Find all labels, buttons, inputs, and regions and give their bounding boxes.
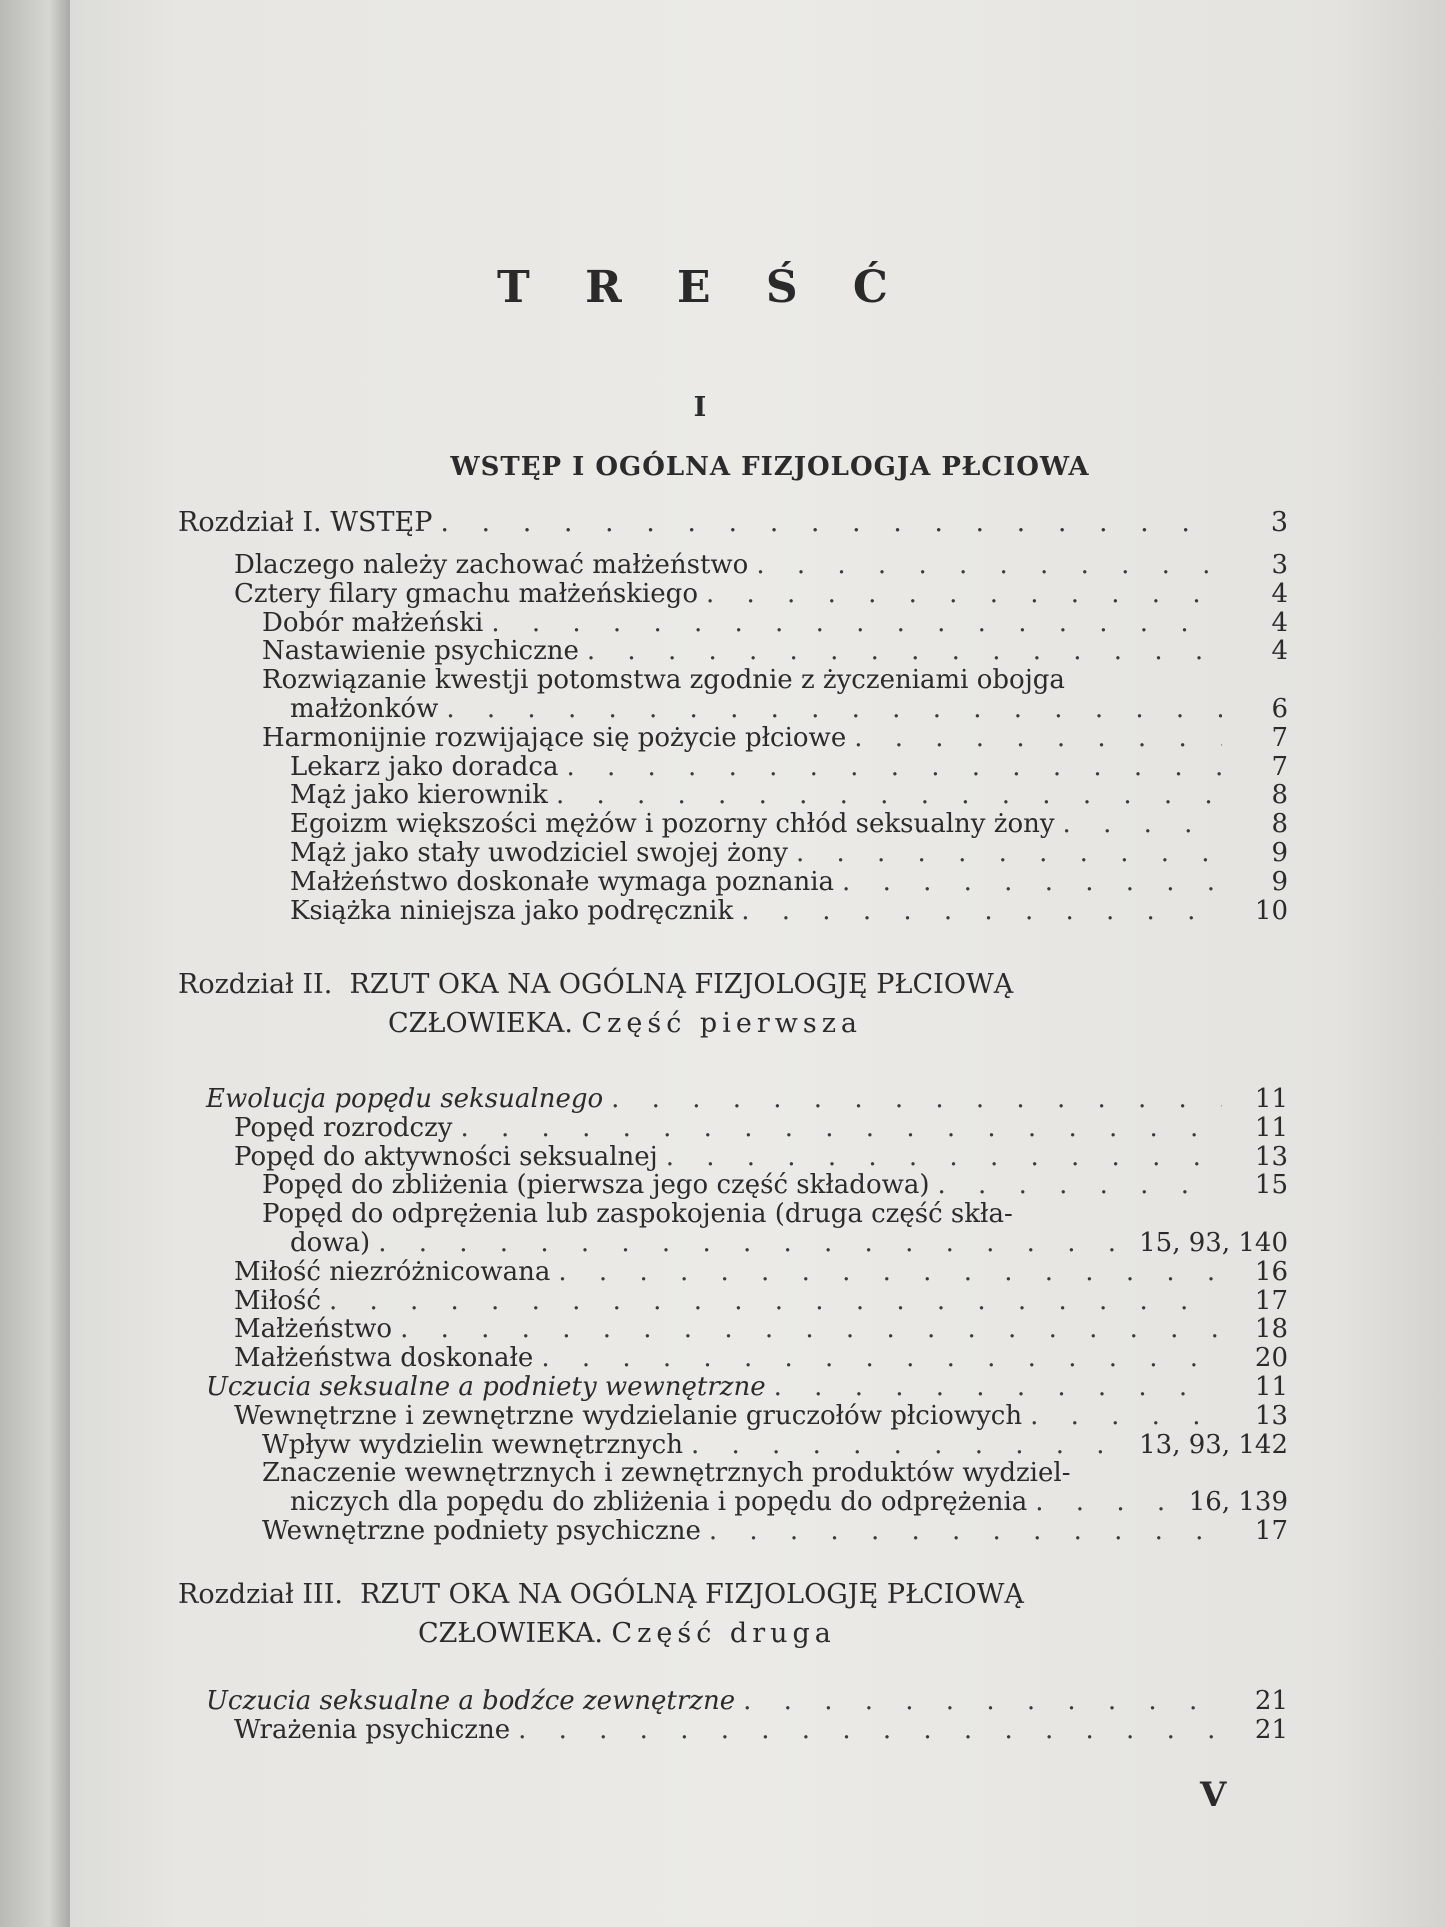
toc-entry [178,1200,1288,1229]
chapter-2-subtitle: Część pierwsza [581,1008,863,1039]
leader-dots [558,753,1222,782]
toc-entry [178,839,1288,868]
toc-entry-page: 15 [1254,1170,1288,1201]
toc-entry-page: 10 [1254,895,1288,926]
leader-dots [550,1258,1222,1287]
toc-entry-text: Ewolucja popędu seksualnego [206,1084,604,1114]
leader-dots [548,781,1222,810]
toc-entry-page: 17 [1254,1515,1288,1546]
toc-entry-text: Wewnętrzne podniety psychiczne [262,1515,701,1546]
toc-entry [178,1315,1288,1344]
toc-entry-text: Dobór małżeński [262,607,484,638]
toc-entry-text: Książka niniejsza jako podręcznik [290,895,734,926]
toc-entry-text: małżonków [290,693,439,724]
toc-entry-page: 4 [1271,578,1288,609]
leader-dots [788,839,1222,868]
toc-entry [178,1287,1288,1316]
toc-entry [178,1143,1288,1172]
toc-entry-text: Małżeństwo doskonałe wymaga poznania [290,866,835,897]
toc-entry-text: Uczucia seksualne a bodźce zewnętrzne [206,1686,736,1716]
toc-entry-continuation [178,1488,1288,1517]
leader-dots [658,1143,1222,1172]
toc-entry-text: Małżeństwa doskonałe [234,1343,534,1374]
toc-entry-page: 16, 139 [1188,1487,1288,1518]
toc-entry [178,810,1288,839]
chapter-3-title: RZUT OKA NA OGÓLNĄ FIZJOLOGJĘ PŁCIOWĄ [360,1579,1024,1610]
toc-entry-page: 21 [1254,1686,1288,1716]
page-number: V [1200,1775,1227,1815]
chapter-2-label: Rozdział II. [178,969,333,1000]
toc-entry-continuation [178,695,1288,724]
chapter-1-heading [178,505,1288,541]
leader-dots [533,1344,1222,1373]
toc-entry-text: Egoizm większości mężów i pozorny chłód seksualny żony [290,809,1055,840]
toc-entry [178,868,1288,897]
toc-entry-page: 9 [1271,837,1288,868]
toc-entry [178,724,1288,753]
leader-dots [603,1085,1222,1114]
toc-entry-page: 13, 93, 142 [1139,1429,1288,1460]
chapter-1-title: WSTĘP [330,507,433,538]
leader-dots [733,897,1222,926]
toc-entry [178,637,1288,666]
toc-entry [178,753,1288,782]
leader-dots [683,1431,1133,1460]
toc-entry-text: Małżeństwo [234,1314,393,1345]
toc-entry-page: 8 [1271,809,1288,840]
toc-entry-page: 15, 93, 140 [1139,1227,1288,1258]
toc-entry-text: Nastawienie psychiczne [262,636,579,667]
toc-entry [178,1716,1288,1745]
toc-entry [178,1114,1288,1143]
book-page [70,0,1445,1927]
toc-entry-page: 17 [1254,1285,1288,1316]
toc-entry-page: 4 [1271,607,1288,638]
toc-entry [178,781,1288,810]
toc-entry [178,1258,1288,1287]
toc-entry-text: Cztery filary gmachu małżeńskiego [234,578,698,609]
toc-entry-text: Wrażenia psychiczne [234,1714,511,1745]
toc-entry [178,551,1288,580]
toc-section [178,1687,1288,1716]
toc-entry-page: 7 [1271,751,1288,782]
toc-entry-text [178,505,432,541]
toc-entry-text: Uczucia seksualne a podniety wewnętrzne [206,1371,766,1402]
chapter-3-title-line2: CZŁOWIEKA. [418,1618,603,1649]
leader-dots [1055,810,1222,839]
toc-entry-continuation [178,1229,1288,1258]
chapter-3-subtitle: Część druga [611,1618,836,1649]
toc-entry [178,1344,1288,1373]
toc-entry-text: dowa) [290,1227,371,1258]
chapter-3 [178,1575,1288,1745]
toc-entry-text: Mąż jako stały uwodziciel swojej żony [290,837,788,868]
toc-entry-text: Popęd rozrodczy [234,1112,453,1143]
leader-dots [438,695,1222,724]
leader-dots [846,724,1222,753]
toc-entry-page: 13 [1254,1400,1288,1431]
leader-dots [766,1373,1222,1402]
toc-entry [178,580,1288,609]
leader-dots [392,1315,1222,1344]
toc-entry-page: 20 [1254,1343,1288,1374]
leader-dots [834,868,1222,897]
toc-entry-page: 13 [1254,1141,1288,1172]
toc-entry-text: Popęd do odprężenia lub zaspokojenia (druga część skła- [262,1199,1013,1230]
chapter-1 [178,505,1288,925]
toc-entry-text: Dlaczego należy zachować małżeństwo [234,550,749,580]
part-number: I [693,392,707,423]
toc-entry [178,609,1288,638]
leader-dots [1027,1488,1182,1517]
chapter-1-page: 3 [1270,507,1288,538]
page-title: T R E Ś Ć [497,262,908,313]
toc-entry-text: Harmonijnie rozwijające się pożycie płciowe [262,722,847,753]
toc-entry-page: 16 [1254,1256,1288,1287]
chapter-2-title: RZUT OKA NA OGÓLNĄ FIZJOLOGJĘ PŁCIOWĄ [349,969,1014,1000]
leader-dots [930,1171,1222,1200]
toc-entry-text: Popęd do aktywności seksualnej [234,1141,658,1172]
toc-entry-page: 3 [1271,550,1288,580]
leader-dots [321,1287,1222,1316]
leader-dots [1022,1402,1222,1431]
chapter-2-title-line2: CZŁOWIEKA. [388,1008,573,1039]
leader-dots [698,580,1222,609]
toc-entry [178,897,1288,926]
toc-entry [178,1459,1288,1488]
toc-entry-page: 11 [1254,1084,1288,1114]
toc-entry-page: 18 [1254,1314,1288,1345]
toc-entry [178,1402,1288,1431]
chapter-2-heading [178,965,1288,1043]
toc-entry-page: 6 [1271,693,1288,724]
toc-entry-page: 4 [1271,636,1288,667]
leader-dots [432,505,1222,541]
leader-dots [483,609,1222,638]
leader-dots [579,637,1222,666]
toc-entry-page: 11 [1254,1112,1288,1143]
leader-dots [748,551,1222,580]
toc-entry-text: niczych dla popędu do zbliżenia i popędu do odprężenia [290,1487,1028,1518]
book-gutter [0,0,70,1927]
toc-section [178,1085,1288,1114]
toc-entry-text: Wewnętrzne i zewnętrzne wydzielanie gruczołów płciowych [234,1400,1023,1431]
toc-entry-text: Znaczenie wewnętrznych i zewnętrznych produktów wydziel- [262,1458,1071,1489]
toc-entry-text: Popęd do zbliżenia (pierwsza jego część składowa) [262,1170,930,1201]
toc-entry-page: 9 [1271,866,1288,897]
toc-entry [178,1431,1288,1460]
leader-dots [510,1716,1222,1745]
toc-entry-page: 7 [1271,722,1288,753]
part-title: WSTĘP I OGÓLNA FIZJOLOGJA PŁCIOWA [450,452,1090,482]
chapter-1-label: Rozdział I. [178,507,322,538]
toc-entry [178,1171,1288,1200]
toc-entry-page: 11 [1254,1371,1288,1402]
toc-entry-text: Mąż jako kierownik [290,780,548,811]
toc-entry-text: Rozwiązanie kwestji potomstwa zgodnie z życzeniami obojga [262,665,1065,696]
leader-dots [735,1687,1222,1716]
toc-entry [178,1517,1288,1546]
chapter-3-heading [178,1575,1288,1653]
leader-dots [701,1517,1222,1546]
toc-entry-page: 21 [1254,1714,1288,1745]
toc-entry-text: Miłość [234,1285,321,1316]
leader-dots [453,1114,1223,1143]
toc-entry-text: Miłość niezróżnicowana [234,1256,551,1287]
chapter-2 [178,965,1288,1546]
leader-dots [370,1229,1133,1258]
chapter-3-label: Rozdział III. [178,1579,343,1610]
toc-entry-text: Lekarz jako doradca [290,751,559,782]
toc-entry-text: Wpływ wydzielin wewnętrznych [262,1429,683,1460]
toc-entry-page: 8 [1271,780,1288,811]
toc-entry [178,666,1288,695]
toc-section [178,1373,1288,1402]
